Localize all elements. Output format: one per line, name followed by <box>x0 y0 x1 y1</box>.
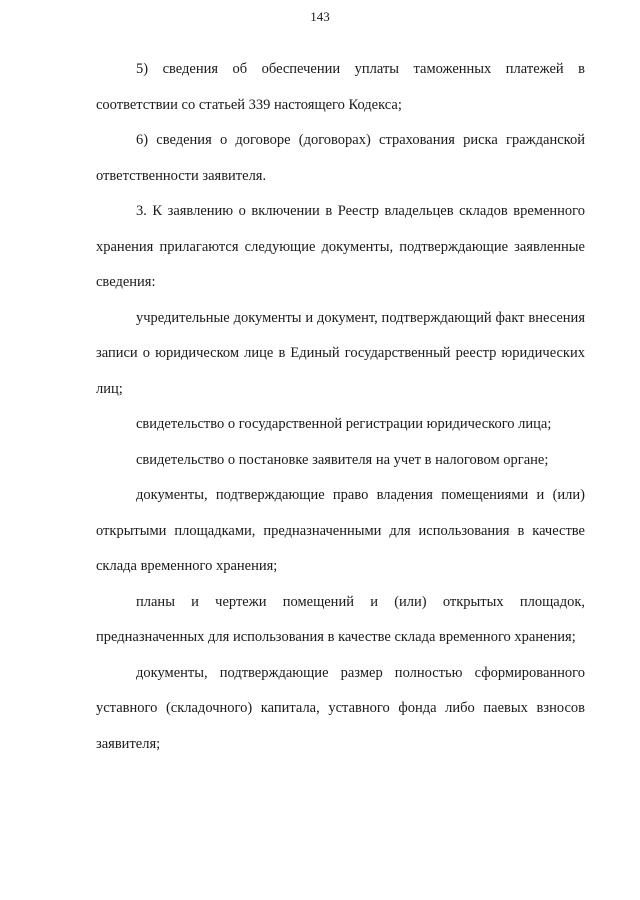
paragraph-registration-certificate: свидетельство о государственной регистрации юридического лица; <box>136 416 552 432</box>
paragraph-founding-documents: учредительные документы и документ, подтверждающий факт внесения записи о юридическом лице в Единый государственный реестр юридических лиц; <box>96 309 585 397</box>
paragraph-attached-documents: 3. К заявлению о включении в Реестр владельцев складов временного хранения прилагаются следующие документы, подтверждающие заявленные сведения: <box>96 203 585 290</box>
paragraph-plans-drawings: планы и чертежи помещений и (или) открытых площадок, предназначенных для использования в качестве склада временного хранения; <box>96 593 585 645</box>
paragraph-tax-certificate: свидетельство о постановке заявителя на учет в налоговом органе; <box>136 451 549 468</box>
paragraph-insurance-contract: 6) сведения о договоре (договорах) страхования риска гражданской ответственности заявителя. <box>96 132 585 184</box>
paragraph-capital-documents: документы, подтверждающие размер полностью сформированного уставного (складочного) капитала, уставного фонда либо паевых взносов заявителя; <box>96 664 585 752</box>
page-number: 143 <box>310 9 330 24</box>
paragraph-customs-payments: 5) сведения об обеспечении уплаты таможенных платежей в соответствии со статьей 339 настоящего Кодекса; <box>96 61 585 113</box>
paragraph-ownership-documents: документы, подтверждающие право владения помещениями и (или) открытыми площадками, предназначенными для использования в качестве склада временного хранения; <box>96 487 585 574</box>
document-body <box>96 52 585 762</box>
